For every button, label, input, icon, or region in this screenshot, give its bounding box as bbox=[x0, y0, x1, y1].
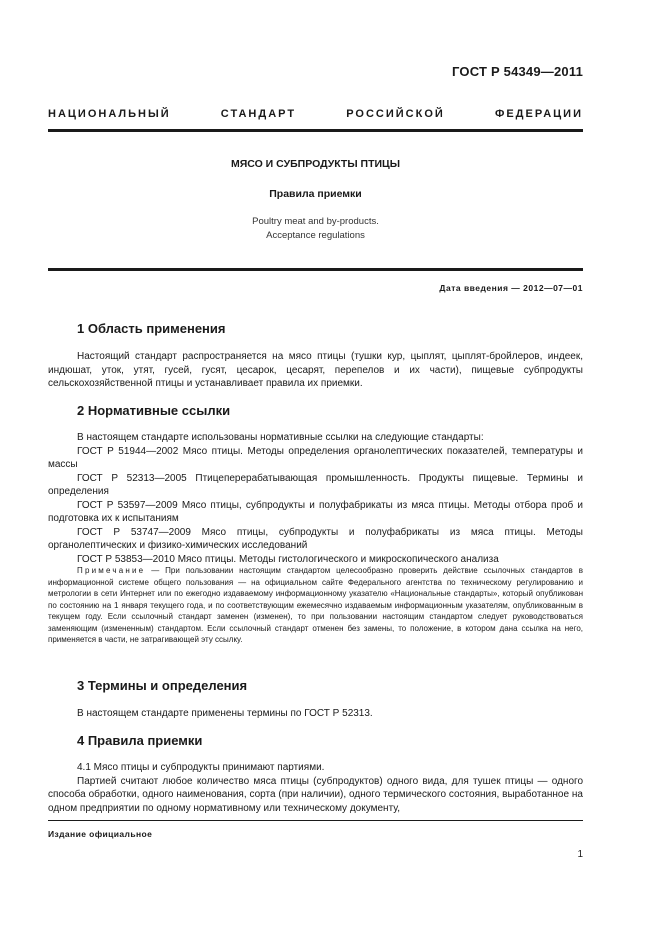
banner-word: СТАНДАРТ bbox=[220, 108, 297, 120]
section-heading: 4 Правила приемки bbox=[77, 733, 203, 748]
reference-item: ГОСТ Р 53597—2009 Мясо птицы, субпродукты и полуфабрикаты из мяса птицы. Методы отбора проб и подготовка их к испытаниям bbox=[48, 499, 583, 524]
english-title-line: Poultry meat and by-products. bbox=[252, 216, 379, 227]
header-divider bbox=[48, 129, 583, 132]
paragraph: В настоящем стандарте применены термины по ГОСТ Р 52313. bbox=[77, 708, 373, 719]
reference-item: ГОСТ Р 52313—2005 Птицеперерабатывающая промышленность. Продукты пищевые. Термины и определения bbox=[48, 472, 583, 497]
english-title bbox=[48, 215, 583, 243]
section-body bbox=[48, 350, 583, 391]
reference-item: ГОСТ Р 53853—2010 Мясо птицы. Методы гистологического и микроскопического анализа bbox=[77, 553, 499, 565]
note-paragraph bbox=[48, 565, 583, 646]
reference-item: ГОСТ Р 53747—2009 Мясо птицы, субпродукты и полуфабрикаты из мяса птицы. Методы органолептических и физико-химических исследований bbox=[48, 526, 583, 551]
section-body bbox=[48, 707, 583, 721]
document-title: МЯСО И СУБПРОДУКТЫ ПТИЦЫ bbox=[230, 158, 400, 170]
paragraph: В настоящем стандарте использованы нормативные ссылки на следующие стандарты: bbox=[77, 432, 484, 443]
note-block bbox=[48, 565, 583, 646]
english-title-line: Acceptance regulations bbox=[266, 230, 365, 241]
section-body bbox=[48, 431, 583, 566]
title-divider bbox=[48, 268, 583, 271]
banner-word: НАЦИОНАЛЬНЫЙ bbox=[48, 108, 171, 120]
banner-word: РОССИЙСКОЙ bbox=[346, 108, 445, 120]
paragraph: 4.1 Мясо птицы и субпродукты принимают партиями. bbox=[77, 762, 325, 773]
page-number: 1 bbox=[577, 849, 583, 860]
paragraph: Настоящий стандарт распространяется на мясо птицы (тушки кур, цыплят, цыплят-бройлеров, индеек, индюшат, уток, утят, гусей, гусят, цесарок, цесарят, перепелов и их части), пищевые субпродукты сельскохозяйственной птицы и устанавливает правила их приемки. bbox=[48, 351, 583, 389]
introduction-date: Дата введения — 2012—07—01 bbox=[439, 283, 583, 293]
edition-label: Издание официальное bbox=[48, 829, 153, 839]
document-subtitle: Правила приемки bbox=[269, 188, 362, 200]
note-label: Примечание bbox=[77, 566, 146, 575]
section-heading: 3 Термины и определения bbox=[77, 678, 248, 693]
reference-item: ГОСТ Р 51944—2002 Мясо птицы. Методы определения органолептических показателей, температуры и массы bbox=[48, 445, 583, 470]
document-code: ГОСТ Р 54349—2011 bbox=[452, 64, 583, 79]
note-text: — При пользовании настоящим стандартом целесообразно проверить действие ссылочных стандартов в информационной системе общего пользования — на официальном сайте Федерального агентства по техническому регулированию и метрологии в сети Интернет или по ежегодно издаваемому информационному указателю «Национальные стандарты», который опубликован по состоянию на 1 января текущего года, и по соответствующим ежемесячно издаваемым информационным указателям, опубликованным в текущем году. Если ссылочный стандарт заменен (изменен), то при пользовании настоящим стандартом следует руководствоваться заменяющим (измененным) стандартом. Если ссылочный стандарт отменен без замены, то положение, в котором дана ссылка на него, применяется в части, не затрагивающей эту ссылку. bbox=[48, 566, 583, 644]
standard-banner bbox=[48, 108, 583, 120]
section-heading: 2 Нормативные ссылки bbox=[77, 403, 231, 418]
banner-word: ФЕДЕРАЦИИ bbox=[494, 108, 583, 120]
paragraph: Партией считают любое количество мяса птицы (субпродуктов) одного вида, для тушек птицы — одного способа обработки, одного наименования, сорта (при наличии), одного термического состояния, выработанное на одном предприятии по одному нормативному или техническому документу, bbox=[48, 775, 583, 814]
section-body bbox=[48, 761, 583, 815]
section-heading: 1 Область применения bbox=[77, 321, 226, 336]
footer-divider bbox=[48, 820, 583, 821]
